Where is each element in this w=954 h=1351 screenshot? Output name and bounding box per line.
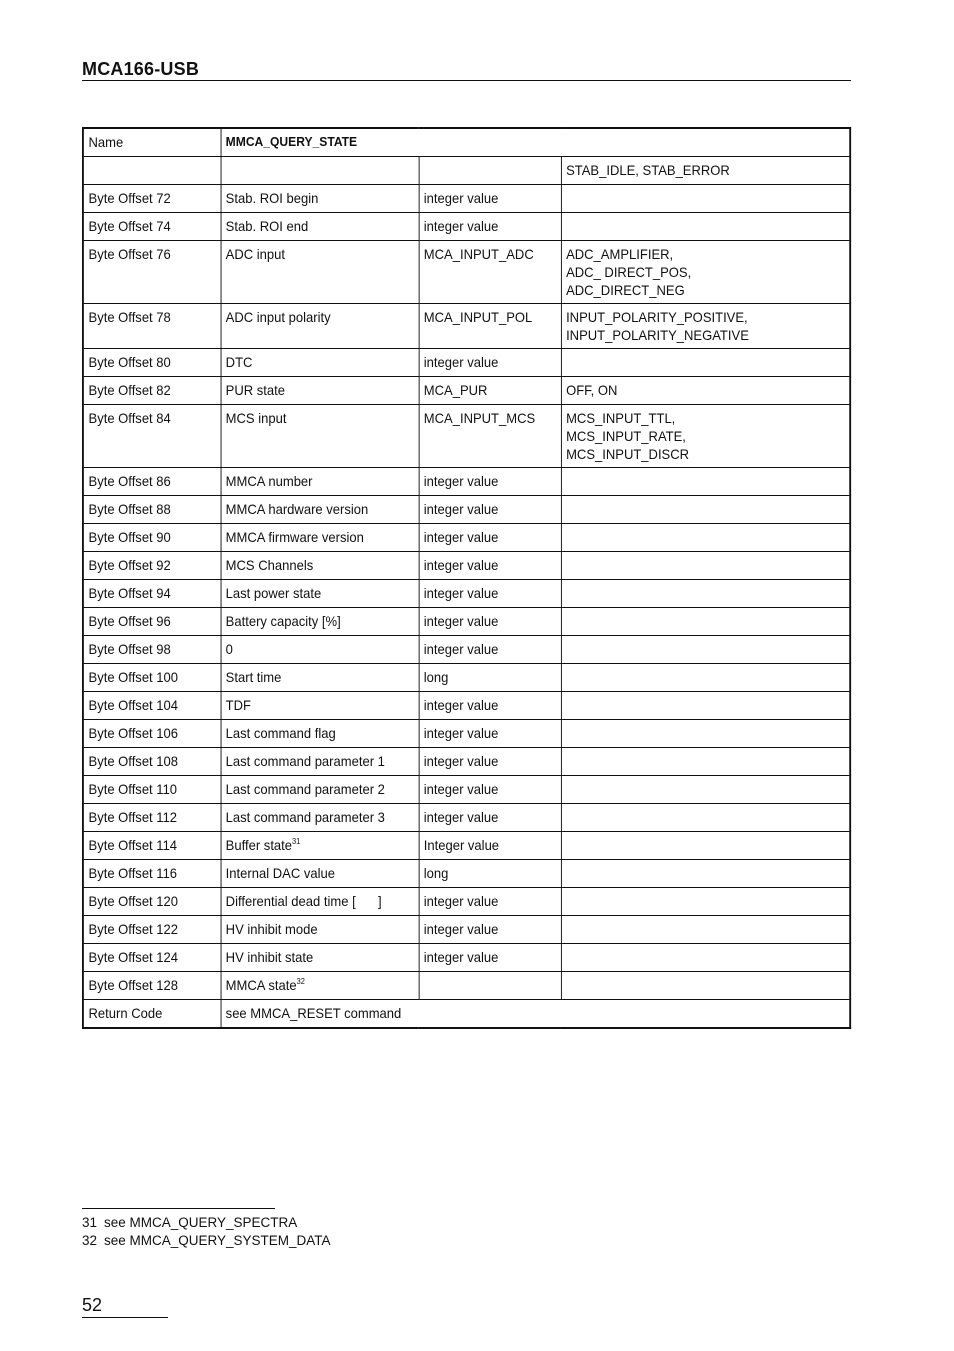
- byte-offset-cell: Byte Offset 78: [83, 304, 221, 349]
- type-cell: MCA_INPUT_MCS: [419, 405, 561, 468]
- type-cell: integer value: [419, 888, 561, 916]
- description-cell: [221, 832, 419, 860]
- description-text: MCS input: [225, 410, 287, 426]
- byte-offset-cell: Byte Offset 88: [83, 496, 221, 524]
- command-name-cell: MMCA_QUERY_STATE: [221, 128, 851, 157]
- table-row: [83, 860, 850, 888]
- type-cell: integer value: [419, 776, 561, 804]
- values-cell: [561, 496, 850, 524]
- type-cell: long: [419, 664, 561, 692]
- description-text: Differential dead time [: [225, 893, 356, 909]
- description-cell: [221, 405, 419, 468]
- footnote-31: [82, 1214, 331, 1232]
- table-row: [83, 804, 850, 832]
- description-cell: [221, 524, 419, 552]
- type-cell: MCA_PUR: [419, 377, 561, 405]
- description-text: MCS Channels: [225, 557, 314, 573]
- value-line: MCS_INPUT_DISCR: [566, 446, 690, 462]
- table-row: [83, 608, 850, 636]
- byte-offset-cell: Byte Offset 110: [83, 776, 221, 804]
- type-cell: [419, 972, 561, 1000]
- type-cell: integer value: [419, 552, 561, 580]
- description-cell: [221, 580, 419, 608]
- values-cell: [561, 972, 850, 1000]
- table-row: [83, 636, 850, 664]
- empty-cell: [419, 157, 561, 185]
- value-line: INPUT_POLARITY_POSITIVE,: [566, 309, 748, 325]
- description-cell: [221, 304, 419, 349]
- values-cell: [561, 213, 850, 241]
- values-cell: [561, 552, 850, 580]
- type-cell: integer value: [419, 468, 561, 496]
- table-row: [83, 776, 850, 804]
- description-cell: [221, 692, 419, 720]
- type-cell: integer value: [419, 580, 561, 608]
- description-text: DTC: [225, 354, 253, 370]
- type-cell: integer value: [419, 916, 561, 944]
- type-cell: integer value: [419, 692, 561, 720]
- type-cell: integer value: [419, 524, 561, 552]
- description-text: Stab. ROI end: [225, 218, 309, 234]
- byte-offset-cell: Byte Offset 92: [83, 552, 221, 580]
- description-cell: [221, 944, 419, 972]
- type-cell: integer value: [419, 496, 561, 524]
- query-state-table: [82, 127, 851, 1029]
- description-text-end: ]: [378, 893, 382, 909]
- values-cell: [561, 524, 850, 552]
- byte-offset-cell: Byte Offset 116: [83, 860, 221, 888]
- description-cell: [221, 468, 419, 496]
- description-text: Last command flag: [225, 725, 336, 741]
- values-cell: [561, 636, 850, 664]
- type-cell: long: [419, 860, 561, 888]
- values-cell: [561, 664, 850, 692]
- footnote-text: see MMCA_QUERY_SYSTEM_DATA: [104, 1233, 331, 1248]
- description-text: ADC input: [225, 246, 286, 262]
- description-cell: [221, 776, 419, 804]
- footnote-number: 31: [82, 1215, 98, 1230]
- value-line: ADC_DIRECT_NEG: [566, 282, 685, 298]
- footnote-rule: [82, 1208, 275, 1209]
- byte-offset-cell: Byte Offset 82: [83, 377, 221, 405]
- values-cell: [561, 888, 850, 916]
- table-row: [83, 664, 850, 692]
- document-header-title: MCA166-USB: [82, 59, 200, 79]
- type-cell: integer value: [419, 636, 561, 664]
- description-text: Last power state: [225, 585, 322, 601]
- table-row: [83, 552, 850, 580]
- description-text: Start time: [225, 669, 282, 685]
- value-line: ADC_ DIRECT_POS,: [566, 264, 692, 280]
- value-line: INPUT_POLARITY_NEGATIVE: [566, 327, 749, 343]
- values-cell: [561, 468, 850, 496]
- values-cell: [561, 720, 850, 748]
- values-cell: [561, 608, 850, 636]
- values-cell: [561, 185, 850, 213]
- byte-offset-cell: Byte Offset 120: [83, 888, 221, 916]
- description-text: MMCA firmware version: [225, 529, 364, 545]
- table-row: [83, 832, 850, 860]
- byte-offset-cell: Byte Offset 122: [83, 916, 221, 944]
- byte-offset-cell: Byte Offset 112: [83, 804, 221, 832]
- description-cell: [221, 185, 419, 213]
- description-cell: [221, 213, 419, 241]
- description-cell: [221, 860, 419, 888]
- byte-offset-cell: Byte Offset 106: [83, 720, 221, 748]
- page-number: 52: [82, 1295, 103, 1315]
- description-cell: [221, 552, 419, 580]
- table-row: [83, 692, 850, 720]
- description-text: Buffer state: [225, 837, 293, 853]
- values-cell: OFF, ON: [561, 377, 850, 405]
- header-rule: [82, 80, 851, 81]
- description-cell: [221, 608, 419, 636]
- values-cell: [561, 860, 850, 888]
- description-text: ADC input polarity: [225, 309, 331, 325]
- empty-cell: [83, 157, 221, 185]
- table-row: [83, 304, 850, 349]
- description-cell: [221, 916, 419, 944]
- value-line: ADC_AMPLIFIER,: [566, 246, 674, 262]
- description-text: Internal DAC value: [225, 865, 335, 881]
- type-cell: Integer value: [419, 832, 561, 860]
- byte-offset-cell: Byte Offset 108: [83, 748, 221, 776]
- values-cell: [561, 349, 850, 377]
- type-cell: MCA_INPUT_ADC: [419, 241, 561, 304]
- description-cell: [221, 377, 419, 405]
- table-row: [83, 405, 850, 468]
- empty-cell: [221, 157, 419, 185]
- byte-offset-cell: Byte Offset 96: [83, 608, 221, 636]
- byte-offset-cell: Byte Offset 104: [83, 692, 221, 720]
- description-text: Last command parameter 3: [225, 809, 385, 825]
- table-row: [83, 944, 850, 972]
- values-cell: [561, 692, 850, 720]
- values-cell: [561, 916, 850, 944]
- byte-offset-cell: Byte Offset 72: [83, 185, 221, 213]
- byte-offset-cell: Byte Offset 128: [83, 972, 221, 1000]
- return-code-value: see MMCA_RESET command: [221, 1000, 851, 1029]
- type-cell: integer value: [419, 608, 561, 636]
- values-cell: [561, 304, 850, 349]
- description-cell: [221, 496, 419, 524]
- table-row: [83, 580, 850, 608]
- table-row: [83, 524, 850, 552]
- table-row-stab-values: [83, 157, 850, 185]
- values-cell: [561, 748, 850, 776]
- byte-offset-cell: Byte Offset 90: [83, 524, 221, 552]
- byte-offset-cell: Byte Offset 80: [83, 349, 221, 377]
- table-row: [83, 213, 850, 241]
- description-text: HV inhibit mode: [225, 921, 318, 937]
- byte-offset-cell: Byte Offset 94: [83, 580, 221, 608]
- byte-offset-cell: Byte Offset 98: [83, 636, 221, 664]
- footnotes: [82, 1214, 331, 1250]
- type-cell: integer value: [419, 185, 561, 213]
- description-cell: [221, 636, 419, 664]
- description-text: HV inhibit state: [225, 949, 314, 965]
- description-text: 0: [225, 641, 233, 657]
- value-line: MCS_INPUT_RATE,: [566, 428, 686, 444]
- byte-offset-cell: Byte Offset 76: [83, 241, 221, 304]
- type-cell: integer value: [419, 804, 561, 832]
- byte-offset-cell: Byte Offset 86: [83, 468, 221, 496]
- values-cell: [561, 405, 850, 468]
- table-row: [83, 185, 850, 213]
- type-cell: MCA_INPUT_POL: [419, 304, 561, 349]
- name-label-cell: Name: [83, 128, 221, 157]
- table-row: [83, 377, 850, 405]
- table-row: [83, 720, 850, 748]
- byte-offset-cell: Byte Offset 114: [83, 832, 221, 860]
- description-cell: [221, 972, 419, 1000]
- values-cell: [561, 832, 850, 860]
- description-cell: [221, 241, 419, 304]
- type-cell: integer value: [419, 349, 561, 377]
- description-text: MMCA state: [225, 977, 297, 993]
- description-cell: [221, 664, 419, 692]
- table-row: [83, 748, 850, 776]
- byte-offset-cell: Byte Offset 100: [83, 664, 221, 692]
- values-cell: [561, 241, 850, 304]
- table-row: [83, 496, 850, 524]
- footnote-ref: 31: [292, 837, 301, 846]
- description-text: MMCA number: [225, 473, 313, 489]
- values-cell: [561, 776, 850, 804]
- footnote-text: see MMCA_QUERY_SPECTRA: [104, 1215, 298, 1230]
- description-cell: [221, 720, 419, 748]
- description-text: Battery capacity [%]: [225, 613, 341, 629]
- table-row: [83, 888, 850, 916]
- footnote-32: [82, 1232, 331, 1250]
- description-cell: [221, 888, 419, 916]
- table-row-return-code: [83, 1000, 850, 1029]
- value-line: MCS_INPUT_TTL,: [566, 410, 676, 426]
- description-text: Stab. ROI begin: [225, 190, 319, 206]
- description-text: Last command parameter 2: [225, 781, 385, 797]
- return-code-label: Return Code: [83, 1000, 221, 1029]
- stab-values-cell: STAB_IDLE, STAB_ERROR: [561, 157, 850, 185]
- table-row: [83, 241, 850, 304]
- byte-offset-cell: Byte Offset 84: [83, 405, 221, 468]
- type-cell: integer value: [419, 944, 561, 972]
- footnote-number: 32: [82, 1233, 98, 1248]
- description-text: Last command parameter 1: [225, 753, 385, 769]
- byte-offset-cell: Byte Offset 74: [83, 213, 221, 241]
- table-row: [83, 972, 850, 1000]
- description-cell: [221, 748, 419, 776]
- description-text: PUR state: [225, 382, 286, 398]
- byte-offset-cell: Byte Offset 124: [83, 944, 221, 972]
- table-row: [83, 349, 850, 377]
- values-cell: [561, 804, 850, 832]
- description-cell: [221, 804, 419, 832]
- page-number-rule: [82, 1317, 168, 1318]
- table-row: [83, 468, 850, 496]
- footnote-ref: 32: [296, 977, 305, 986]
- type-cell: integer value: [419, 748, 561, 776]
- values-cell: [561, 580, 850, 608]
- values-cell: [561, 944, 850, 972]
- table-row-name: [83, 128, 850, 157]
- type-cell: integer value: [419, 213, 561, 241]
- description-cell: [221, 349, 419, 377]
- description-text: MMCA hardware version: [225, 501, 369, 517]
- description-text: TDF: [225, 697, 251, 713]
- type-cell: integer value: [419, 720, 561, 748]
- table-row: [83, 916, 850, 944]
